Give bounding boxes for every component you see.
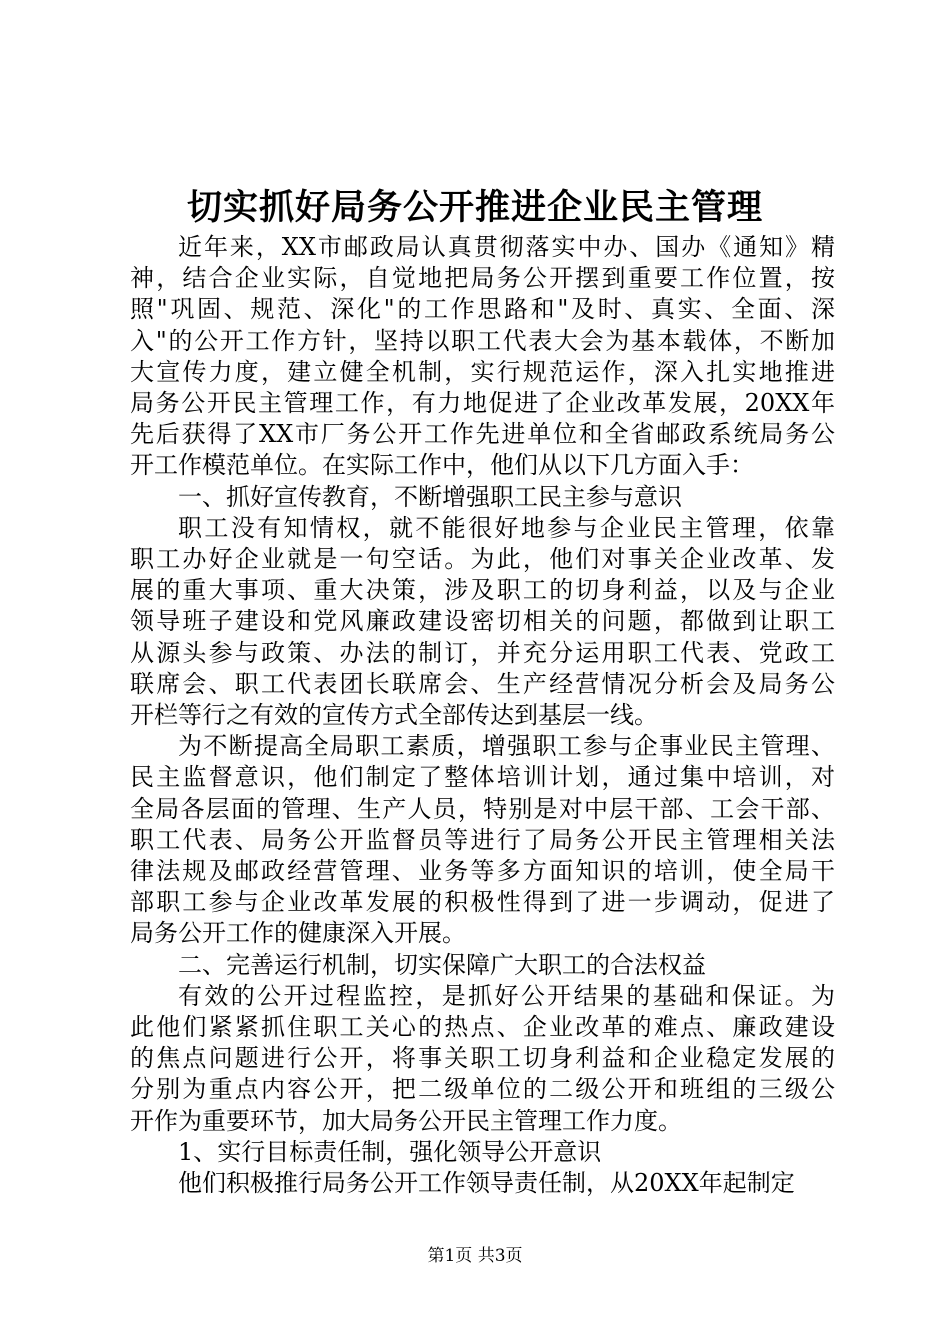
- text-line: 职工代表、局务公开监督员等进行了局务公开民主管理相关法: [130, 825, 835, 854]
- text-line: 开工作模范单位。在实际工作中，他们从以下几方面入手：: [130, 451, 754, 480]
- text-line: 开栏等行之有效的宣传方式全部传达到基层一线。: [130, 701, 658, 729]
- subsection-heading: 1、实行目标责任制，强化领导公开意识: [178, 1137, 602, 1166]
- text-line: 近年来，XX市邮政局认真贯彻落实中办、国办《通知》精: [178, 233, 835, 261]
- text-line: 此他们紧紧抓住职工关心的热点、企业改革的难点、廉政建设: [130, 1013, 835, 1041]
- page-footer: 第1页 共3页: [427, 1246, 523, 1266]
- text-line: 开作为重要环节，加大局务公开民主管理工作力度。: [130, 1106, 682, 1135]
- text-line: 部职工参与企业改革发展的积极性得到了进一步调动，促进了: [130, 888, 835, 917]
- section-heading: 一、抓好宣传教育，不断增强职工民主参与意识: [178, 482, 682, 511]
- text-line: 神，结合企业实际，自觉地把局务公开摆到重要工作位置，按: [130, 264, 835, 293]
- text-line: 全局各层面的管理、生产人员，特别是对中层干部、工会干部、: [130, 794, 835, 823]
- text-line: 联席会、职工代表团长联席会、生产经营情况分析会及局务公: [130, 669, 835, 698]
- text-line: 局务公开民主管理工作，有力地促进了企业改革发展，20XX年: [130, 389, 835, 417]
- text-line: 有效的公开过程监控，是抓好公开结果的基础和保证。为: [178, 981, 835, 1010]
- text-line: 律法规及邮政经营管理、业务等多方面知识的培训，使全局干: [130, 857, 835, 885]
- text-line: 从源头参与政策、办法的制订，并充分运用职工代表、党政工: [130, 638, 835, 667]
- text-line: 职工办好企业就是一句空话。为此，他们对事关企业改革、发: [130, 545, 835, 573]
- text-line: 局务公开工作的健康深入开展。: [130, 919, 466, 948]
- text-line: 领导班子建设和党风廉政建设密切相关的问题，都做到让职工: [130, 607, 835, 636]
- text-line: 他们积极推行局务公开工作领导责任制，从20XX年起制定: [178, 1169, 795, 1197]
- text-line: 民主监督意识，他们制定了整体培训计划，通过集中培训，对: [130, 763, 835, 792]
- text-line: 职工没有知情权，就不能很好地参与企业民主管理，依靠: [178, 513, 835, 542]
- text-line: 为不断提高全局职工素质，增强职工参与企事业民主管理、: [178, 732, 835, 761]
- text-line: 入"的公开工作方针，坚持以职工代表大会为基本载体，不断加: [130, 326, 835, 355]
- text-line: 照"巩固、规范、深化"的工作思路和"及时、真实、全面、深: [130, 295, 835, 324]
- text-line: 分别为重点内容公开，把二级单位的二级公开和班组的三级公: [130, 1075, 835, 1104]
- section-heading: 二、完善运行机制，切实保障广大职工的合法权益: [178, 950, 706, 979]
- text-line: 的焦点问题进行公开，将事关职工切身利益和企业稳定发展的: [130, 1044, 835, 1073]
- document-title: 切实抓好局务公开推进企业民主管理: [186, 187, 763, 228]
- text-line: 大宣传力度，建立健全机制，实行规范运作，深入扎实地推进: [130, 357, 835, 386]
- text-line: 先后获得了XX市厂务公开工作先进单位和全省邮政系统局务公: [130, 420, 835, 449]
- text-line: 展的重大事项、重大决策，涉及职工的切身利益，以及与企业: [130, 576, 835, 605]
